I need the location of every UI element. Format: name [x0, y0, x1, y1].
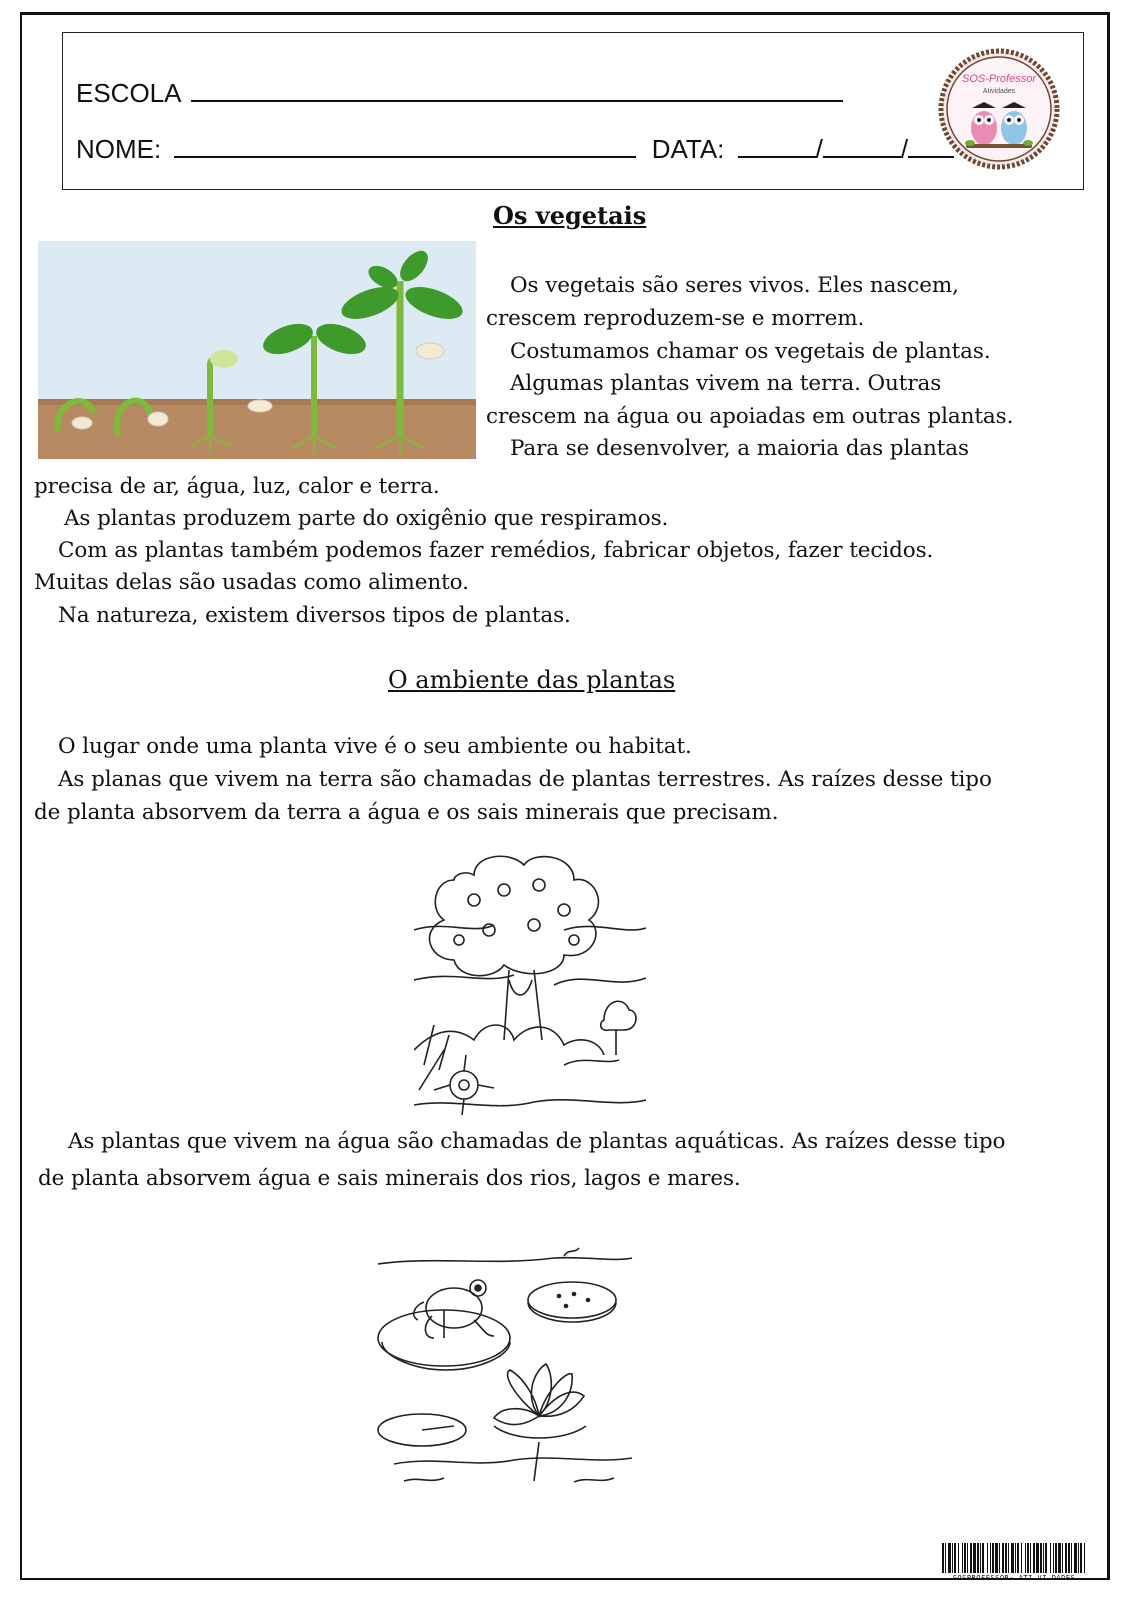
- barcode-bar: [1071, 1543, 1072, 1573]
- barcode-bar: [1002, 1543, 1004, 1573]
- barcode-bar: [1050, 1543, 1051, 1573]
- logo-subtitle: Atividades: [982, 88, 1016, 95]
- barcode-bar: [1021, 1543, 1022, 1573]
- barcode-bar: [964, 1543, 966, 1573]
- barcode-bar: [999, 1543, 1000, 1573]
- barcode-bar: [967, 1543, 968, 1573]
- header-box: [62, 32, 1084, 190]
- barcode-bar: [977, 1543, 979, 1573]
- barcode-text: SOSPROFESSOR- ATI VI DADES: [952, 1574, 1076, 1582]
- barcode-bar: [980, 1543, 981, 1573]
- barcode-bar: [1062, 1543, 1063, 1573]
- name-label: NOME:: [76, 134, 162, 164]
- sos-professor-logo: [938, 48, 1060, 170]
- barcode-bar: [1084, 1543, 1085, 1573]
- barcode-bar: [970, 1543, 972, 1573]
- paragraph-line: precisa de ar, água, luz, calor e terra.: [34, 474, 440, 499]
- barcode-bar: [1045, 1543, 1047, 1573]
- barcode-bar: [1005, 1543, 1007, 1573]
- paragraph-line: As planas que vivem na terra são chamadas de plantas terrestres. As raízes desse tipo: [58, 767, 992, 792]
- barcode-bar: [1017, 1543, 1019, 1573]
- paragraph-line: Costumamos chamar os vegetais de plantas.: [510, 339, 991, 364]
- barcode-bar: [990, 1543, 991, 1573]
- barcode-bar: [1078, 1543, 1079, 1573]
- barcode-bar: [958, 1543, 959, 1573]
- barcode-bar: [1055, 1543, 1057, 1573]
- paragraph-line: Algumas plantas vivem na terra. Outras: [510, 371, 942, 396]
- barcode-bar: [1065, 1543, 1067, 1573]
- section-title: O ambiente das plantas: [388, 666, 676, 694]
- barcode: [942, 1543, 1086, 1573]
- paragraph-line: crescem reproduzem-se e morrem.: [486, 306, 865, 331]
- name-row: [76, 134, 954, 165]
- page-title: Os vegetais: [493, 201, 647, 230]
- name-field[interactable]: [174, 134, 636, 158]
- date-separator: /: [900, 134, 909, 164]
- paragraph-line: de planta absorvem água e sais minerais dos rios, lagos e mares.: [38, 1166, 741, 1191]
- terrestrial-plants-illustration: [414, 850, 646, 1120]
- barcode-bar: [992, 1543, 994, 1573]
- paragraph-line: Para se desenvolver, a maioria das plantas: [510, 436, 969, 461]
- barcode-bar: [1053, 1543, 1054, 1573]
- paragraph-line: crescem na água ou apoiadas em outras plantas.: [486, 404, 1014, 429]
- barcode-bar: [1058, 1543, 1061, 1573]
- barcode-bar: [1043, 1543, 1044, 1573]
- barcode-bar: [1036, 1543, 1039, 1573]
- barcode-bar: [945, 1543, 946, 1573]
- school-label: ESCOLA: [76, 78, 181, 108]
- paragraph-line: O lugar onde uma planta vive é o seu ambiente ou habitat.: [58, 734, 692, 759]
- paragraph-line: Na natureza, existem diversos tipos de plantas.: [58, 603, 571, 628]
- date-day-field[interactable]: [738, 134, 816, 158]
- barcode-bar: [1074, 1543, 1077, 1573]
- school-field[interactable]: [191, 78, 843, 102]
- barcode-bar: [1030, 1543, 1031, 1573]
- barcode-bar: [942, 1543, 944, 1573]
- date-label: DATA:: [651, 134, 725, 164]
- barcode-bar: [987, 1543, 988, 1573]
- plant-growth-illustration: [38, 241, 476, 459]
- barcode-bar: [973, 1543, 976, 1573]
- barcode-bar: [1015, 1543, 1016, 1573]
- paragraph-line: As plantas que vivem na água são chamadas de plantas aquáticas. As raízes desse tipo: [68, 1129, 1006, 1154]
- paragraph-line: de planta absorvem da terra a água e os sais minerais que precisam.: [34, 800, 779, 825]
- barcode-bar: [1040, 1543, 1042, 1573]
- barcode-bar: [1025, 1543, 1026, 1573]
- barcode-bar: [948, 1543, 951, 1573]
- barcode-bar: [1033, 1543, 1035, 1573]
- barcode-bar: [952, 1543, 953, 1573]
- barcode-bar: [1027, 1543, 1029, 1573]
- barcode-bar: [962, 1543, 963, 1573]
- aquatic-plants-illustration: [374, 1246, 636, 1492]
- date-month-field[interactable]: [823, 134, 901, 158]
- barcode-bar: [995, 1543, 998, 1573]
- logo-title: SOS-Professor: [962, 73, 1036, 85]
- barcode-bar: [1008, 1543, 1009, 1573]
- barcode-bar: [982, 1543, 984, 1573]
- school-row: [76, 78, 843, 109]
- barcode-bar: [1080, 1543, 1082, 1573]
- paragraph-line: As plantas produzem parte do oxigênio que respiramos.: [64, 506, 669, 531]
- barcode-bar: [1068, 1543, 1070, 1573]
- paragraph-line: Com as plantas também podemos fazer remédios, fabricar objetos, fazer tecidos.: [58, 538, 934, 563]
- date-separator: /: [815, 134, 823, 164]
- barcode-bar: [954, 1543, 956, 1573]
- paragraph-line: Muitas delas são usadas como alimento.: [34, 570, 469, 595]
- barcode-bar: [1011, 1543, 1014, 1573]
- paragraph-line: Os vegetais são seres vivos. Eles nascem,: [510, 273, 959, 298]
